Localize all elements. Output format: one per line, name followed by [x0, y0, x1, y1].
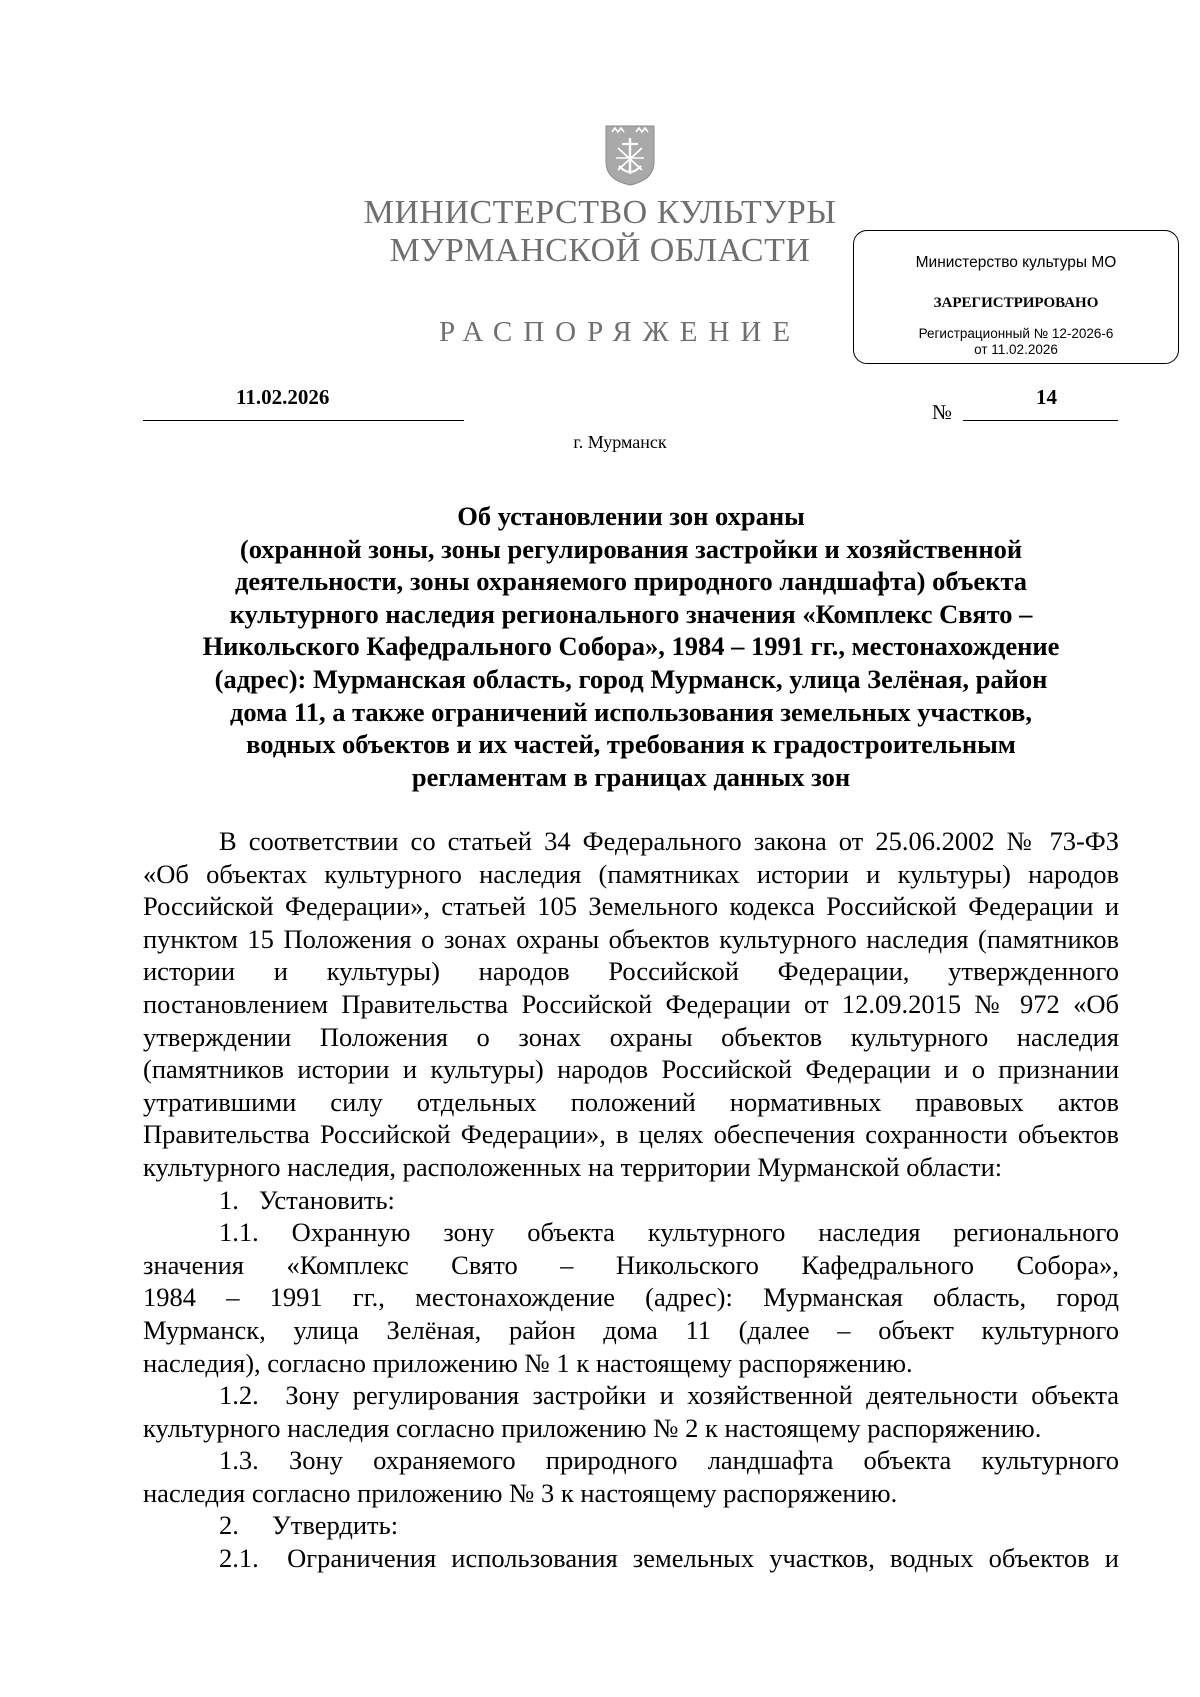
- body-line: Российской Федерации», статьей 105 Земельного кодекса Российской Федерации и: [143, 891, 1119, 922]
- body-line: В соответствии со статьей 34 Федерального закона от 25.06.2002 № 73-ФЗ: [219, 826, 1119, 856]
- body-line: Мурманск, улица Зелёная, район дома 11 (далее – объект культурного: [143, 1314, 1119, 1345]
- number-sign: №: [932, 400, 953, 424]
- stamp-registration: [854, 326, 1178, 358]
- clause-1-3: [143, 1444, 1119, 1509]
- coat-of-arms-emblem: [604, 124, 656, 187]
- body-line: постановлением Правительства Российской Федерации от 12.09.2015 № 972 «Об: [143, 988, 1119, 1019]
- heading-line: Об установлении зон охраны: [457, 501, 805, 531]
- body-line: истории и культуры) народов Российской Федерации, утвержденного: [143, 956, 1119, 987]
- document-city: г. Мурманск: [573, 432, 667, 452]
- document-body: [143, 825, 1119, 1575]
- body-line: (памятников истории и культуры) народов Российской Федерации и о признании: [143, 1054, 1119, 1085]
- heading-line: (охранной зоны, зоны регулирования застройки и хозяйственной: [239, 533, 1023, 564]
- body-line: 2.1. Ограничения использования земельных участков, водных объектов и: [219, 1543, 1119, 1574]
- document-number: 14: [1036, 385, 1057, 409]
- body-line: утверждении Положения о зонах охраны объектов культурного наследия: [143, 1021, 1119, 1052]
- body-line: 1984 – 1991 гг., местонахождение (адрес): Мурманская область, город: [143, 1282, 1119, 1313]
- body-line: 1.3. Зону охраняемого природного ландшафта объекта культурного: [219, 1445, 1119, 1476]
- document-date: 11.02.2026: [236, 385, 330, 409]
- heading-line: культурного наследия регионального значения «Комплекс Свято –: [229, 598, 1033, 629]
- body-line: наследия согласно приложению № 3 к настоящему распоряжению.: [143, 1477, 898, 1508]
- ministry-name-line1: МИНИСТЕРСТВО КУЛЬТУРЫ: [363, 194, 837, 231]
- body-line: 1.1. Охранную зону объекта культурного наследия регионального: [219, 1217, 1119, 1248]
- clause-2: [143, 1509, 1119, 1542]
- clause-1: [143, 1184, 1119, 1217]
- body-line: 1. Установить:: [219, 1184, 395, 1215]
- preamble-paragraph: [143, 825, 1119, 1184]
- document-heading: [143, 500, 1119, 793]
- ministry-name-line2: МУРМАНСКОЙ ОБЛАСТИ: [389, 232, 811, 269]
- stamp-status: ЗАРЕГИСТРИРОВАНО: [933, 295, 1099, 311]
- clause-2-1: [143, 1542, 1119, 1575]
- registration-stamp: [853, 230, 1179, 364]
- stamp-reg-number: Регистрационный № 12-2026-6: [918, 326, 1114, 341]
- body-line: наследия), согласно приложению № 1 к настоящему распоряжению.: [143, 1347, 913, 1378]
- heading-line: дома 11, а также ограничений использования земельных участков,: [230, 696, 1032, 727]
- body-line: Правительства Российской Федерации», в целях обеспечения сохранности объектов: [143, 1119, 1119, 1150]
- document-type: РАСПОРЯЖЕНИЕ: [438, 316, 802, 348]
- date-underline: [143, 420, 464, 421]
- body-line: «Об объектах культурного наследия (памятниках истории и культуры) народов: [143, 858, 1119, 889]
- heading-line: деятельности, зоны охраняемого природного ландшафта) объекта: [234, 566, 1028, 597]
- body-line: утратившими силу отдельных положений нормативных правовых актов: [143, 1086, 1119, 1117]
- clause-1-1: [143, 1216, 1119, 1379]
- clause-1-2: [143, 1379, 1119, 1444]
- stamp-reg-date: от 11.02.2026: [974, 342, 1058, 357]
- number-underline: [963, 420, 1118, 421]
- body-line: значения «Комплекс Свято – Никольского Кафедрального Собора»,: [143, 1249, 1119, 1280]
- heading-line: Никольского Кафедрального Собора», 1984 – 1991 гг., местонахождение: [202, 631, 1060, 662]
- stamp-organization: Министерство культуры МО: [915, 254, 1117, 271]
- body-line: 1.2. Зону регулирования застройки и хозяйственной деятельности объекта: [219, 1380, 1119, 1411]
- body-line: культурного наследия согласно приложению № 2 к настоящему распоряжению.: [143, 1412, 1042, 1443]
- heading-line: водных объектов и их частей, требования к градостроительным: [246, 729, 1016, 760]
- heading-line: (адрес): Мурманская область, город Мурманск, улица Зелёная, район: [214, 663, 1048, 694]
- body-line: 2. Утвердить:: [219, 1510, 399, 1541]
- heading-line: регламентам в границах данных зон: [411, 761, 851, 792]
- body-line: пунктом 15 Положения о зонах охраны объектов культурного наследия (памятников: [143, 923, 1119, 954]
- body-line: культурного наследия, расположенных на территории Мурманской области:: [143, 1151, 1003, 1182]
